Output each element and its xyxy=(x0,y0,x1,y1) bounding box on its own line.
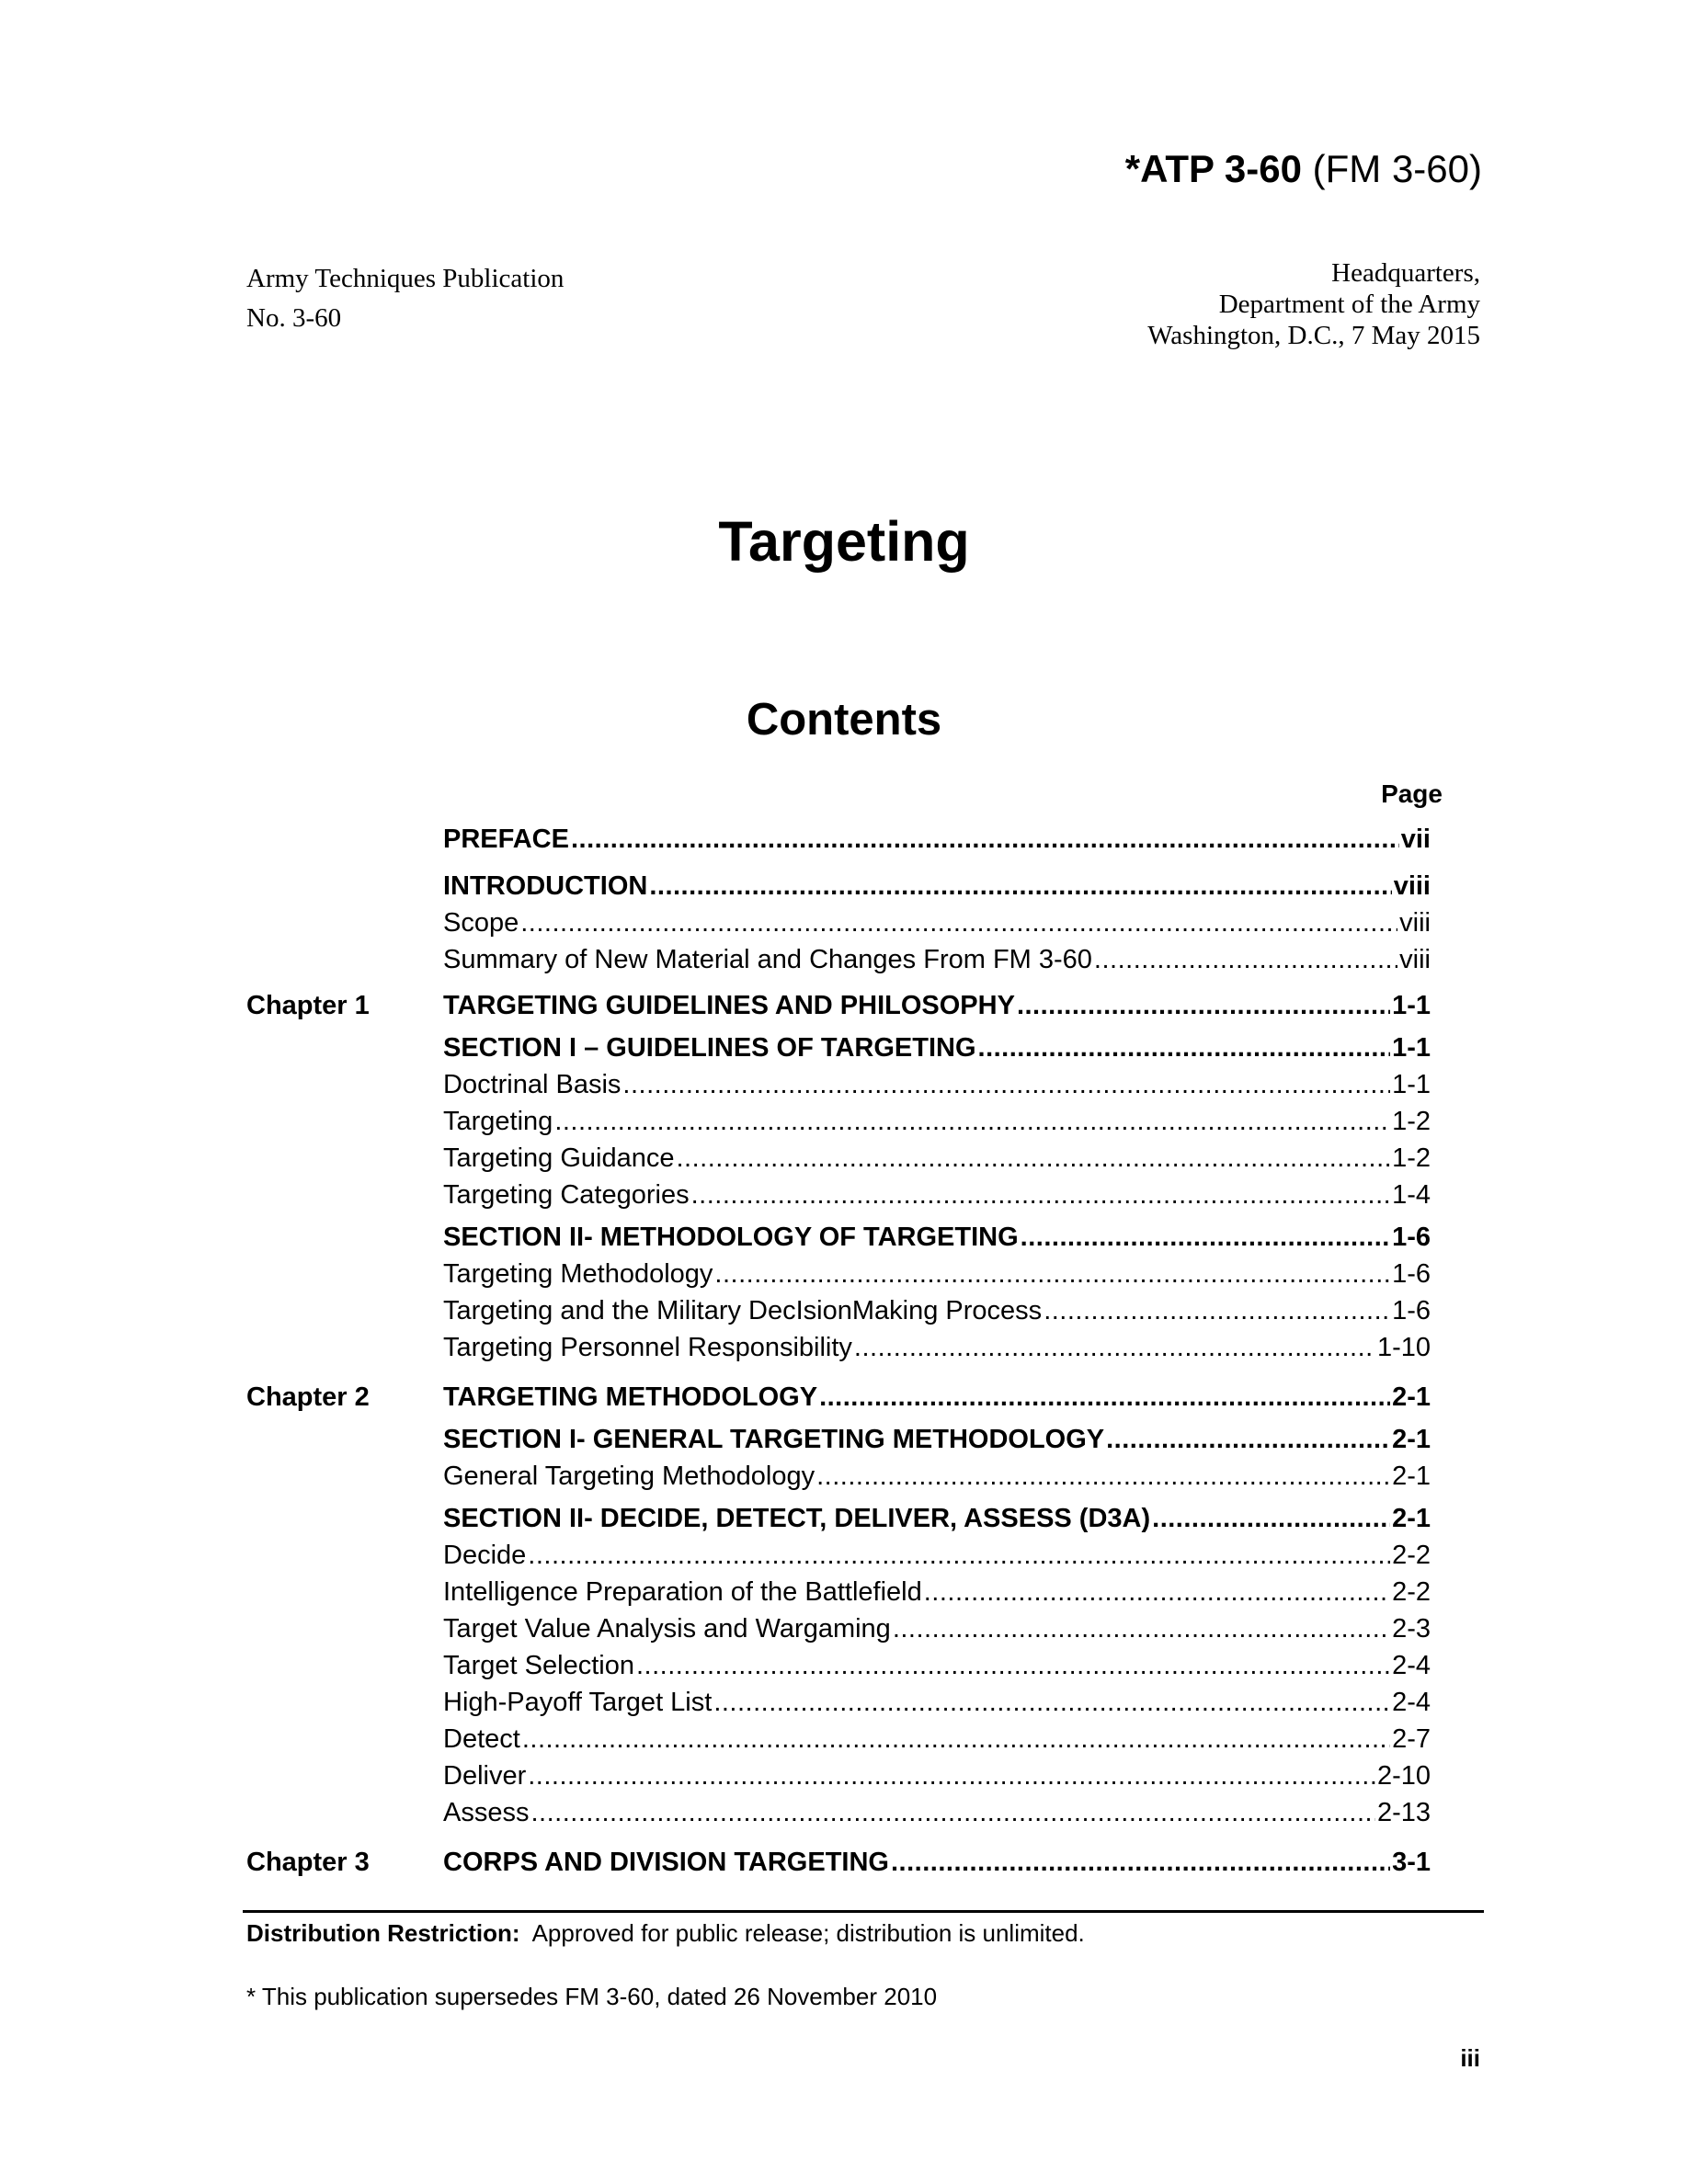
toc-entry[interactable]: PREFACE ..... vii xyxy=(443,821,1431,858)
toc-entry[interactable]: INTRODUCTION ..... viii xyxy=(443,868,1431,904)
toc-entry[interactable]: Targeting Methodology ..... 1-6 xyxy=(443,1256,1431,1292)
toc-entry[interactable]: SECTION I- GENERAL TARGETING METHODOLOGY ..... 2-1 xyxy=(443,1421,1431,1458)
toc-entry[interactable]: CORPS AND DIVISION TARGETING ..... 3-1 xyxy=(443,1844,1431,1881)
hq-line: Headquarters, xyxy=(1331,258,1480,288)
publication-number xyxy=(1125,147,1482,191)
contents-heading: Contents xyxy=(746,695,942,745)
distribution-restriction xyxy=(246,1918,1085,1948)
chapter-label: Chapter 3 xyxy=(246,1848,370,1877)
distribution-label: Distribution Restriction: xyxy=(246,1919,520,1947)
toc-entry[interactable]: Doctrinal Basis ..... 1-1 xyxy=(443,1066,1431,1103)
toc-entry[interactable]: SECTION II- METHODOLOGY OF TARGETING ..... 1-6 xyxy=(443,1219,1431,1256)
chapter-label: Chapter 2 xyxy=(246,1382,370,1412)
toc-entry[interactable]: Targeting Guidance ..... 1-2 xyxy=(443,1140,1431,1177)
toc-entry[interactable]: Targeting Categories ..... 1-4 xyxy=(443,1177,1431,1213)
toc-entry[interactable]: TARGETING GUIDELINES AND PHILOSOPHY ..... 1-1 xyxy=(443,987,1431,1024)
pub-number-superseded: (FM 3-60) xyxy=(1312,147,1482,190)
pub-number-bold: ATP 3-60 xyxy=(1140,147,1302,190)
chapter-label: Chapter 1 xyxy=(246,991,370,1020)
publication-designation xyxy=(246,259,564,338)
toc-entry[interactable]: Summary of New Material and Changes From FM 3-60 ..... viii xyxy=(443,941,1431,978)
toc-entry[interactable]: Decide ..... 2-2 xyxy=(443,1537,1431,1574)
publication-no: No. 3-60 xyxy=(246,303,342,333)
department-line: Department of the Army xyxy=(1218,290,1480,319)
distribution-text: Approved for public release; distribution is unlimited. xyxy=(531,1919,1085,1947)
toc-entry[interactable]: High-Payoff Target List ..... 2-4 xyxy=(443,1684,1431,1721)
toc-entry[interactable]: Scope ..... viii xyxy=(443,904,1431,941)
page-number: iii xyxy=(1460,2044,1480,2072)
toc-entry[interactable]: Targeting Personnel Responsibility ..... 1-10 xyxy=(443,1329,1431,1366)
toc-entry[interactable]: Assess ..... 2-13 xyxy=(443,1794,1431,1831)
toc-entry[interactable]: Target Value Analysis and Wargaming ..... 2-3 xyxy=(443,1610,1431,1647)
footer-divider xyxy=(243,1910,1484,1913)
toc-entry[interactable]: General Targeting Methodology ..... 2-1 xyxy=(443,1458,1431,1495)
publication-type: Army Techniques Publication xyxy=(246,264,565,293)
toc-entry[interactable]: Intelligence Preparation of the Battlefield ..... 2-2 xyxy=(443,1574,1431,1610)
location-date-line: Washington, D.C., 7 May 2015 xyxy=(1147,321,1480,350)
pub-star: * xyxy=(1124,147,1141,190)
document-title: Targeting xyxy=(718,510,970,573)
page-column-label: Page xyxy=(1381,779,1443,808)
toc-entry[interactable]: Targeting ..... 1-2 xyxy=(443,1103,1431,1140)
toc-entry[interactable]: Deliver ..... 2-10 xyxy=(443,1757,1431,1794)
toc-entry[interactable]: SECTION II- DECIDE, DETECT, DELIVER, ASSESS (D3A) ..... 2-1 xyxy=(443,1500,1431,1537)
toc-entry[interactable]: Targeting and the Military DecIsionMaking Process ..... 1-6 xyxy=(443,1292,1431,1329)
supersedes-note: * This publication supersedes FM 3-60, dated 26 November 2010 xyxy=(246,1983,938,2010)
toc-entry[interactable]: Target Selection ..... 2-4 xyxy=(443,1647,1431,1684)
issuing-authority xyxy=(1147,257,1480,351)
toc-entry[interactable]: TARGETING METHODOLOGY ..... 2-1 xyxy=(443,1379,1431,1416)
toc-entry[interactable]: Detect ..... 2-7 xyxy=(443,1721,1431,1757)
toc-entry[interactable]: SECTION I – GUIDELINES OF TARGETING ..... 1-1 xyxy=(443,1029,1431,1066)
